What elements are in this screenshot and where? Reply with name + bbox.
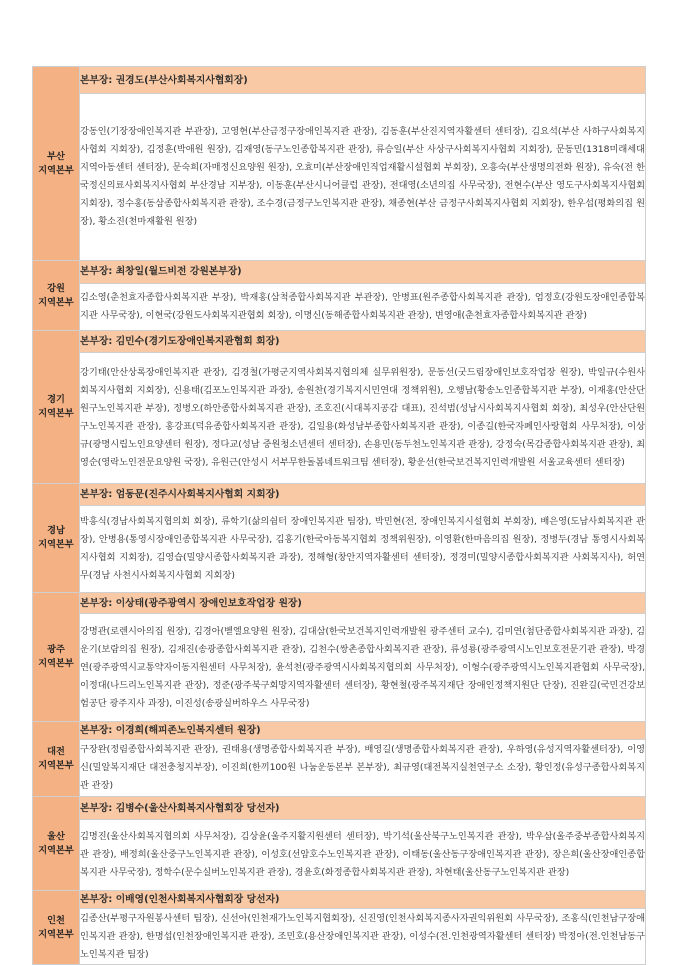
region-row-gwangju bbox=[33, 593, 646, 614]
region-name: 광주 bbox=[47, 644, 65, 655]
region-members: 박흥식(경남사회복지협의회 회장), 류학기(삶의쉼터 장애인복지관 팀장), 박민현(전, 장애인복지시설협회 부회장), 배은영(도남사회복지관 관장), 안병용(통영시장애인종합복지관 사무국장), 김홍기(한국아동복지협회 정책위원장), 이영환(한마음의집 원장), 정병두(경남 통영시사회복지사협회 지회장), 김영습(밀양시종합사회복지관 과장), 정해형(창안지역자활센터 센터장), 정경미(밀양시종합사회복지관 사회복지사), 허연무(경남 사천시사회복지사협회 지회장) bbox=[80, 505, 646, 592]
regional-directory-table bbox=[32, 66, 646, 965]
region-suffix: 지역본부 bbox=[38, 658, 74, 669]
region-members: 김명진(울산사회복지협의회 사무처장), 김상윤(울주지활지원센터 센터장), 박기석(울산북구노인복지관 관장), 박우삼(울주중부종합사회복지관 관장), 배정희(울산중구노인복지관 관장), 이성호(선암호수노인복지관 관장), 이태동(울산동구장애인복지관 관장), 장은희(울산장애인종합복지관 사무국장), 정학수(문수실버노인복지관 관장), 경윤호(화정종합사회복지관 관장), 차현태(울산동구노인복지관 관장) bbox=[80, 820, 646, 891]
region-name: 인천 bbox=[47, 914, 65, 926]
region-name: 경남 bbox=[47, 525, 65, 536]
region-suffix: 지역본부 bbox=[38, 408, 74, 419]
region-label-gwangju bbox=[33, 593, 80, 722]
region-members: 강명관(로렌시아의집 원장), 김경아(벧엘요양원 원장), 김대삼(한국보건복지인력개발원 광주센터 교수), 김미연(첨단종합사회복지관 과장), 김운기(보람의집 원장), 김재진(송광종합사회복지관 관장), 김천수(쌍촌종합사회복지관 관장), 류성룡(광주광역시노인보호전문기관 관장), 박경연(광주광역시교통약자이동지원센터 사무처장), 윤석천(광주광역시사회복지협의회 사무처장), 이형수(광주광역시노인복지관협회 사무국장), 이정대(나드리노인복지관 관장), 정준(광주북구회망지역자활센터 센터장), 황현철(광주복지재단 장애인정책지원단 단장), 진완길(국민건강보험공단 광주지사 과장), 이진성(송광실버하우스 사무국장) bbox=[80, 614, 646, 722]
region-head: 본부장: 이상태(광주광역시 장애인보호작업장 원장) bbox=[80, 593, 646, 614]
region-head: 본부장: 김병수(울산사회복지사협회장 당선자) bbox=[80, 797, 646, 820]
region-members: 김소영(춘천효자종합사회복지관 부장), 박재홍(삼척종합사회복지관 부관장), 안병표(원주종합사회복지관 관장), 엄정호(강원도장애인종합복지관 사무국장), 이현국(강원도사회복지관협회 회장), 이명신(동해종합사회복지관 관장), 변영애(춘천효자종합사회복지관 관장) bbox=[80, 283, 646, 330]
region-members: 강기태(안산상록장애인복지관 관장), 김경철(가평군지역사회복지협의체 실무위원장), 문동선(굿드림장애인보호작업장 원장), 박일규(수원사회복지사협회 지회장), 신용태(김포노인복지관 과장), 송원찬(경기복지시민연대 정책위원), 오행남(황송노인종합복지관 부장), 이재홍(안산단원구노인복지관 부장), 정병오(하안종합사회복지관 관장), 조호진(시대복지공감 대표), 진석범(성남시사회복지사협회 회장), 최성우(안산단원구노인복지관 관장), 홍강표(덕유종합사회복지관 관장), 김일용(화성남부종합사회복지관 관장), 이종길(한국자폐인사랑협회 사무처장), 이상규(광명시립노인요양센터 원장), 정다교(성남 중원청소년센터 센터장), 손용민(동두천노인복지관 관장), 강정숙(목감종합사회복지관 관장), 최영순(영락노인전문요양원 국장), 유원근(안성시 서부무한돌봄네트워크팀 센터장), 황운선(한국보건복지인력개발원 서울교육센터 센터장) bbox=[80, 352, 646, 483]
region-label-gyeongnam bbox=[33, 484, 80, 593]
region-head: 본부장: 김민수(경기도장애인복지관협회 회장) bbox=[80, 331, 646, 353]
region-suffix: 지역본부 bbox=[38, 539, 74, 550]
region-suffix: 지역본부 bbox=[38, 296, 74, 308]
region-head: 본부장: 엄동문(진주시사회복지사협회 지회장) bbox=[80, 484, 646, 506]
region-row-gangwon bbox=[33, 261, 646, 284]
region-row-incheon bbox=[33, 891, 646, 909]
region-row-busan bbox=[33, 67, 646, 94]
region-head: 본부장: 이배영(인천사회복지사협회장 당선자) bbox=[80, 891, 646, 909]
region-row-gyeonggi bbox=[33, 331, 646, 353]
region-suffix: 지역본부 bbox=[38, 928, 74, 940]
region-label-gyeonggi bbox=[33, 331, 80, 484]
region-row-ulsan bbox=[33, 797, 646, 820]
region-label-ulsan bbox=[33, 797, 80, 891]
region-name: 경기 bbox=[47, 394, 65, 405]
region-suffix: 지역본부 bbox=[38, 844, 74, 856]
region-suffix: 지역본부 bbox=[38, 164, 74, 176]
region-members: 김종산(부평구자원봉사센터 팀장), 신선아(인천재가노인복지협회장), 신진영(인천사회복지종사자권익위원회 사무국장), 조홍식(인천남구장애인복지관 관장), 한명섭(인천장애인복지관 관장), 조민호(용산장애인복지관 관장), 이성수(전.인천광역자활센터 센터장) 박정아(전.인천남동구노인복지관 팀장) bbox=[80, 909, 646, 965]
region-head: 본부장: 이경희(해피존노인복지센터 원장) bbox=[80, 722, 646, 740]
region-label-daejeon bbox=[33, 722, 80, 797]
region-row-daejeon bbox=[33, 722, 646, 740]
region-suffix: 지역본부 bbox=[38, 760, 74, 771]
region-head: 본부장: 권경도(부산사회복지사협회장) bbox=[80, 67, 646, 94]
region-members: 구장완(정림종합사회복지관 관장), 권태용(생명종합사회복지관 부장), 배영길(생명종합사회복지관 관장), 우하영(유성지역자활센터장), 이영신(밀알복지재단 대전충청지부장), 이진희(한끼100원 나눔운동본부 본부장), 최규영(대전복지실천연구소 소장), 황인정(유성구종합사회복지관 관장) bbox=[80, 740, 646, 797]
region-name: 강원 bbox=[47, 282, 65, 294]
region-members: 강동인(기장장애인복지관 부관장), 고영현(부산금정구장애인복지관 관장), 김동훈(부산진지역자활센터 센터장), 김요석(부산 사하구사회복지사협회 지회장), 김정훈(박애원 원장), 김재영(동구노인종합복지관 관장), 류승일(부산 사상구사회복지사협회 지회장), 문동민(1318미래세대지역아동센터 센터장), 문숙희(자매정신요양원 원장), 오효미(부산장애인직업재활시설협회 부회장), 오흥숙(부산생명의전화 원장), 유숙(전 한국정신의료사회복지사협회 부산경남 지부장), 이동훈(부산시니어클럽 관장), 전대영(소년의집 사무국장), 전현수(부산 영도구사회복지사협회 지회장), 정수홍(동삼종합사회복지관 관장), 조수경(금정구노인복지관 관장), 채종현(부산 금정구사회복지사협회 지회장), 한우섭(평화의집 원장), 황소진(천마재활원 원장) bbox=[80, 94, 646, 261]
region-label-busan bbox=[33, 67, 80, 261]
region-label-gangwon bbox=[33, 261, 80, 331]
region-name: 대전 bbox=[47, 746, 65, 757]
region-head: 본부장: 최창일(월드비전 강원본부장) bbox=[80, 261, 646, 284]
region-label-incheon bbox=[33, 891, 80, 965]
region-name: 울산 bbox=[47, 830, 65, 842]
region-name: 부산 bbox=[47, 150, 65, 162]
region-row-gyeongnam bbox=[33, 484, 646, 506]
